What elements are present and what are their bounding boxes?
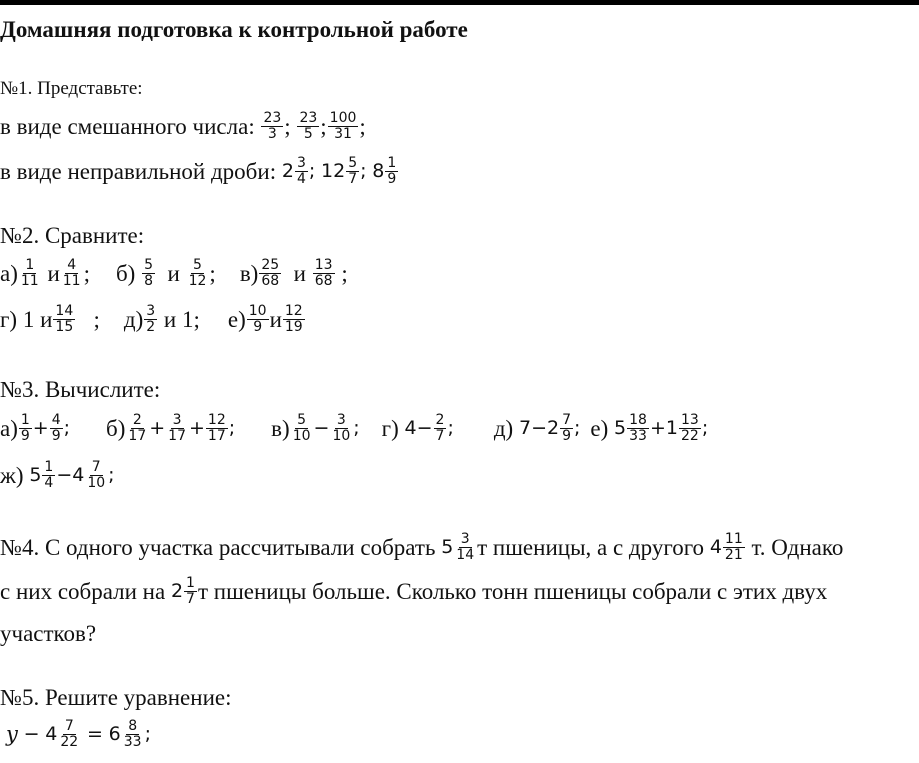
numerator: 2	[435, 411, 445, 428]
whole-part: 6	[108, 722, 121, 745]
fraction	[247, 304, 269, 334]
numerator: 3	[336, 411, 346, 428]
item-label: б)	[115, 260, 136, 286]
numerator: 18	[629, 411, 647, 428]
denominator: 17	[207, 427, 226, 444]
denominator: 19	[284, 318, 303, 335]
fraction	[679, 413, 701, 443]
denominator: 4	[44, 474, 54, 491]
denominator: 9	[387, 170, 397, 187]
task4-text: с них собрали на	[0, 578, 166, 604]
separator: ;	[360, 159, 367, 182]
separator: ;	[209, 260, 216, 286]
denominator: 17	[168, 427, 186, 444]
numerator: 5	[297, 411, 307, 428]
item-label: б)	[106, 415, 126, 441]
fraction	[295, 156, 308, 186]
task1-line2	[0, 148, 399, 194]
fraction	[50, 413, 63, 443]
item-label: д)	[493, 415, 514, 441]
fraction	[144, 304, 157, 334]
task4-text: т пшеницы, а с другого	[477, 534, 705, 560]
task3-line1	[0, 405, 708, 451]
denominator: 5	[303, 125, 313, 142]
numerator: 5	[348, 154, 358, 171]
task3-heading: №3. Вычислите:	[0, 377, 161, 402]
task4-text: т пшеницы больше. Сколько тонн пшеницы собрали с этих двух	[197, 578, 828, 604]
numerator: 11	[724, 530, 743, 547]
task4-line3: участков?	[0, 621, 97, 646]
denominator: 9	[51, 427, 61, 444]
fraction	[187, 258, 209, 288]
denominator: 22	[680, 427, 699, 444]
plus-sign: +	[32, 416, 49, 439]
whole-part: 4	[72, 463, 85, 486]
denominator: 22	[60, 733, 79, 750]
denominator: 9	[20, 427, 30, 444]
task3-line2	[0, 452, 115, 498]
top-border	[0, 0, 919, 5]
plus-sign: +	[149, 416, 166, 439]
whole-number: 4	[404, 416, 417, 439]
fraction	[259, 258, 281, 288]
fraction	[560, 413, 573, 443]
denominator: 10	[87, 474, 106, 491]
separator: ;	[228, 416, 236, 439]
item-label: д)	[123, 306, 144, 332]
task2-line2	[0, 296, 306, 342]
numerator: 7	[64, 717, 74, 734]
denominator: 33	[123, 733, 142, 750]
page-title: Домашняя подготовка к контрольной работе	[0, 17, 468, 42]
denominator: 21	[724, 546, 743, 563]
whole-number: 1	[22, 306, 35, 332]
item-label: в)	[271, 415, 290, 441]
minus-sign: −	[313, 416, 330, 439]
numerator: 7	[562, 411, 572, 428]
denominator: 9	[253, 318, 263, 335]
whole-part: 2	[281, 159, 294, 182]
fraction	[328, 111, 359, 141]
item-label: е)	[227, 306, 246, 332]
fraction	[723, 532, 745, 562]
fraction	[385, 156, 398, 186]
denominator: 8	[144, 272, 154, 289]
numerator: 3	[172, 411, 182, 428]
denominator: 14	[456, 546, 475, 563]
conjunction: и	[47, 260, 60, 286]
fraction	[126, 413, 148, 443]
denominator: 3	[267, 125, 277, 142]
fraction	[58, 719, 80, 749]
item-label: а)	[0, 260, 18, 286]
item-label: а)	[0, 415, 18, 441]
fraction	[53, 304, 75, 334]
numerator: 4	[67, 256, 77, 273]
minus-sign: −	[23, 722, 40, 745]
item-label: г)	[0, 306, 18, 332]
denominator: 7	[186, 590, 195, 607]
comparison-tail: и 1;	[163, 306, 200, 332]
separator: ;	[93, 306, 100, 332]
minus-sign: −	[416, 416, 433, 439]
task1-heading: №1. Представьте:	[0, 78, 143, 99]
whole-part: 5	[29, 463, 42, 486]
task1-line1	[0, 104, 366, 148]
numerator: 3	[460, 530, 470, 547]
item-label: е)	[590, 415, 609, 441]
numerator: 1	[20, 411, 30, 428]
denominator: 31	[334, 125, 352, 142]
task4-text: №4. С одного участка рассчитывали собрать	[0, 534, 436, 560]
fraction	[85, 460, 107, 490]
fraction	[184, 576, 197, 606]
task5-equation	[6, 711, 151, 757]
conjunction: и	[293, 260, 306, 286]
task2-heading: №2. Сравните:	[0, 223, 145, 248]
numerator: 3	[146, 302, 156, 319]
whole-part: 2	[547, 416, 560, 439]
task1-line1-text: в виде смешанного числа:	[0, 113, 255, 139]
whole-part: 4	[709, 535, 722, 558]
item-label: г)	[381, 415, 399, 441]
equals-sign: =	[86, 722, 103, 745]
numerator: 100	[329, 109, 357, 126]
conjunction: и	[167, 260, 180, 286]
separator: ;	[341, 260, 348, 286]
numerator: 7	[91, 458, 101, 475]
separator: ;	[353, 416, 360, 439]
separator: ;	[574, 416, 581, 439]
task2-line1	[0, 250, 348, 296]
fraction	[261, 111, 283, 141]
whole-part: 4	[45, 722, 58, 745]
item-label: ж)	[0, 462, 24, 488]
fraction	[42, 460, 55, 490]
fraction	[61, 258, 83, 288]
denominator: 11	[20, 272, 39, 289]
fraction	[166, 413, 188, 443]
item-label: в)	[239, 260, 259, 286]
fraction	[291, 413, 313, 443]
whole-part: 5	[614, 416, 627, 439]
numerator: 4	[51, 411, 61, 428]
task5-heading: №5. Решите уравнение:	[0, 685, 232, 710]
fraction	[142, 258, 155, 288]
separator: ;	[447, 416, 454, 439]
separator: ;	[701, 416, 709, 439]
whole-number: 7	[518, 416, 532, 439]
separator: ;	[320, 113, 327, 139]
task1-line2-text: в виде неправильной дроби:	[0, 158, 277, 184]
numerator: 13	[314, 256, 333, 273]
separator: ;	[284, 113, 291, 139]
denominator: 10	[332, 427, 351, 444]
whole-part: 12	[321, 159, 346, 182]
fraction	[627, 413, 649, 443]
numerator: 12	[284, 302, 303, 319]
separator: ;	[308, 159, 316, 182]
numerator: 1	[25, 256, 35, 273]
fraction	[297, 111, 319, 141]
numerator: 2	[132, 411, 142, 428]
numerator: 3	[296, 154, 306, 171]
fraction	[122, 719, 144, 749]
minus-sign: −	[531, 416, 547, 439]
denominator: 68	[261, 272, 280, 289]
denominator: 17	[128, 427, 147, 444]
denominator: 9	[562, 427, 572, 444]
denominator: 11	[62, 272, 81, 289]
denominator: 33	[629, 427, 647, 444]
numerator: 23	[263, 109, 282, 126]
numerator: 1	[44, 458, 54, 475]
variable: y	[6, 721, 18, 746]
numerator: 5	[144, 256, 154, 273]
denominator: 7	[435, 427, 445, 444]
plus-sign: +	[649, 416, 666, 439]
whole-part: 8	[372, 159, 385, 182]
task4-line1	[0, 524, 843, 570]
fraction	[19, 413, 32, 443]
whole-part: 5	[441, 535, 454, 558]
separator: ;	[108, 463, 115, 486]
numerator: 5	[193, 256, 202, 273]
plus-sign: +	[189, 416, 205, 439]
numerator: 8	[128, 717, 138, 734]
numerator: 1	[387, 154, 397, 171]
fraction	[346, 156, 359, 186]
fraction	[330, 413, 352, 443]
whole-part: 2	[170, 579, 184, 602]
denominator: 12	[188, 272, 207, 289]
denominator: 10	[292, 427, 311, 444]
denominator: 7	[348, 170, 358, 187]
separator: ;	[83, 260, 90, 286]
numerator: 1	[186, 574, 195, 591]
fraction	[206, 413, 228, 443]
fraction	[434, 413, 447, 443]
conjunction: и	[40, 306, 53, 332]
numerator: 14	[55, 302, 74, 319]
separator: ;	[63, 416, 71, 439]
numerator: 12	[207, 411, 226, 428]
fraction	[454, 532, 476, 562]
denominator: 2	[146, 318, 156, 335]
minus-sign: −	[56, 463, 73, 486]
fraction	[313, 258, 335, 288]
numerator: 13	[680, 411, 699, 428]
fraction	[283, 304, 305, 334]
separator: ;	[144, 722, 151, 745]
fraction	[19, 258, 41, 288]
numerator: 25	[261, 256, 280, 273]
numerator: 23	[299, 109, 318, 126]
task4-text: т. Однако	[751, 534, 844, 560]
separator: ;	[359, 113, 366, 139]
task4-line2	[0, 568, 827, 614]
conjunction: и	[269, 306, 282, 332]
denominator: 15	[55, 318, 74, 335]
whole-part: 1	[665, 416, 678, 439]
denominator: 4	[296, 170, 306, 187]
denominator: 68	[314, 272, 333, 289]
numerator: 10	[248, 302, 267, 319]
